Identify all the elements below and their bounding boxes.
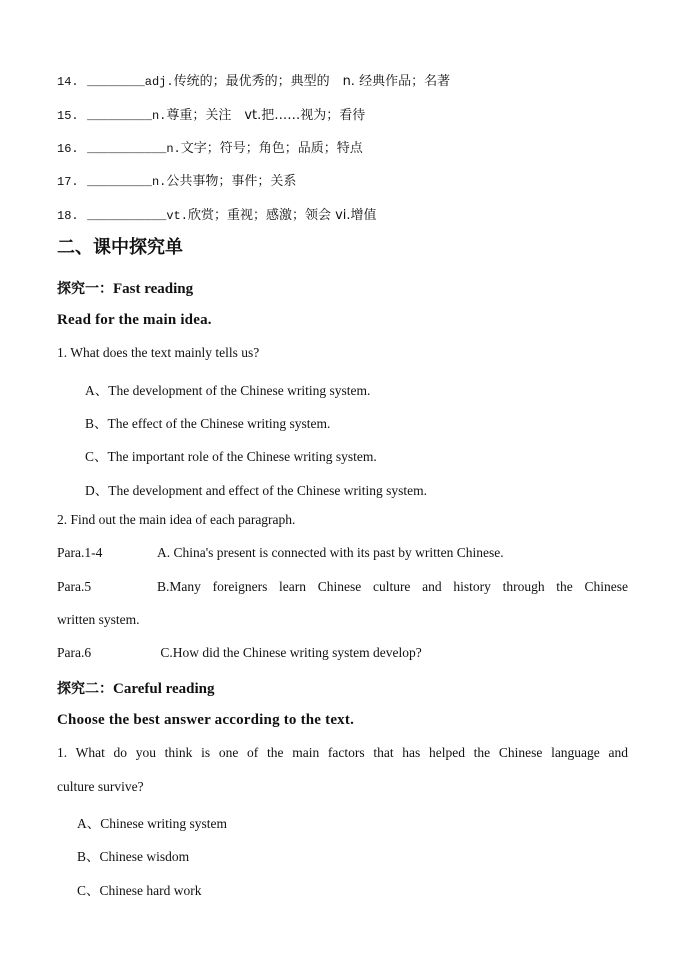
part2-question-1-cont: culture survive?	[57, 779, 144, 794]
answer-blank[interactable]: _________	[87, 175, 152, 189]
definition: 欣赏；重视；感激；领会 vi.增值	[187, 208, 377, 223]
definition-extra: 经典作品；名著	[359, 74, 451, 89]
part1-heading	[57, 278, 193, 298]
part2-option-c[interactable]: C、Chinese hard work	[77, 883, 202, 898]
option-a[interactable]: A、The development of the Chinese writing system.	[85, 383, 371, 398]
part-of-speech: n.	[166, 142, 181, 156]
part1-question-1: 1. What does the text mainly tells us?	[57, 345, 260, 360]
part1-title: Fast reading	[113, 281, 194, 297]
part2-option-b[interactable]: B、Chinese wisdom	[77, 849, 190, 864]
part-of-speech: vt.	[166, 209, 188, 223]
para-tag: Para.1-4	[57, 545, 103, 560]
para-idea: B.Many foreigners learn Chinese culture and history through the Chinese	[157, 579, 628, 594]
definition: 文字；符号；角色；品质；特点	[180, 141, 363, 156]
para-idea: C.How did the Chinese writing system develop?	[157, 645, 422, 660]
definition: 尊重；关注 vt.把……视为；看待	[166, 108, 366, 123]
answer-blank[interactable]: ________	[87, 75, 145, 89]
item-number: 16.	[57, 142, 79, 156]
option-c[interactable]: C、The important role of the Chinese writing system.	[85, 449, 377, 464]
option-d[interactable]: D、The development and effect of the Chinese writing system.	[85, 483, 428, 498]
item-number: 18.	[57, 209, 79, 223]
part2-subtitle: Choose the best answer according to the text.	[57, 712, 355, 728]
para-idea: A. China's present is connected with its past by written Chinese.	[157, 545, 504, 560]
part-of-speech: n.	[151, 175, 167, 189]
part1-subtitle: Read for the main idea.	[57, 312, 212, 328]
vocab-item-15	[57, 104, 365, 123]
vocab-item-14	[57, 70, 450, 89]
answer-blank[interactable]: ___________	[87, 209, 167, 223]
part2-question-1: 1. What do you think is one of the main factors that has helped the Chinese language and	[57, 745, 628, 760]
vocab-item-16	[57, 137, 363, 156]
vocab-item-17	[57, 170, 296, 189]
definition: 传统的；最优秀的；典型的 n.	[173, 74, 355, 89]
item-number: 17.	[57, 175, 79, 189]
para-match-1	[57, 545, 504, 561]
part-of-speech: adj.	[144, 75, 174, 89]
definition: 公共事物；事件；关系	[166, 174, 297, 189]
para-tag: Para.6	[57, 645, 92, 660]
item-number: 14.	[57, 75, 79, 89]
para-match-3	[57, 645, 422, 661]
section-title: 二、课中探究单	[57, 237, 183, 258]
para-tag: Para.5	[57, 579, 92, 594]
part2-option-a[interactable]: A、Chinese writing system	[77, 816, 227, 831]
para-match-2-cont: written system.	[57, 612, 140, 627]
answer-blank[interactable]: ___________	[87, 142, 167, 156]
vocab-item-18	[57, 204, 377, 223]
part-of-speech: n.	[151, 109, 167, 123]
answer-blank[interactable]: _________	[87, 109, 152, 123]
part2-heading	[57, 678, 215, 698]
para-match-2	[57, 579, 628, 595]
part2-label: 探究二：	[57, 681, 113, 697]
part2-title: Careful reading	[113, 681, 215, 697]
item-number: 15.	[57, 109, 79, 123]
option-b[interactable]: B、The effect of the Chinese writing system.	[85, 416, 331, 431]
part1-label: 探究一：	[57, 281, 113, 297]
part1-question-2: 2. Find out the main idea of each paragraph.	[57, 512, 296, 527]
